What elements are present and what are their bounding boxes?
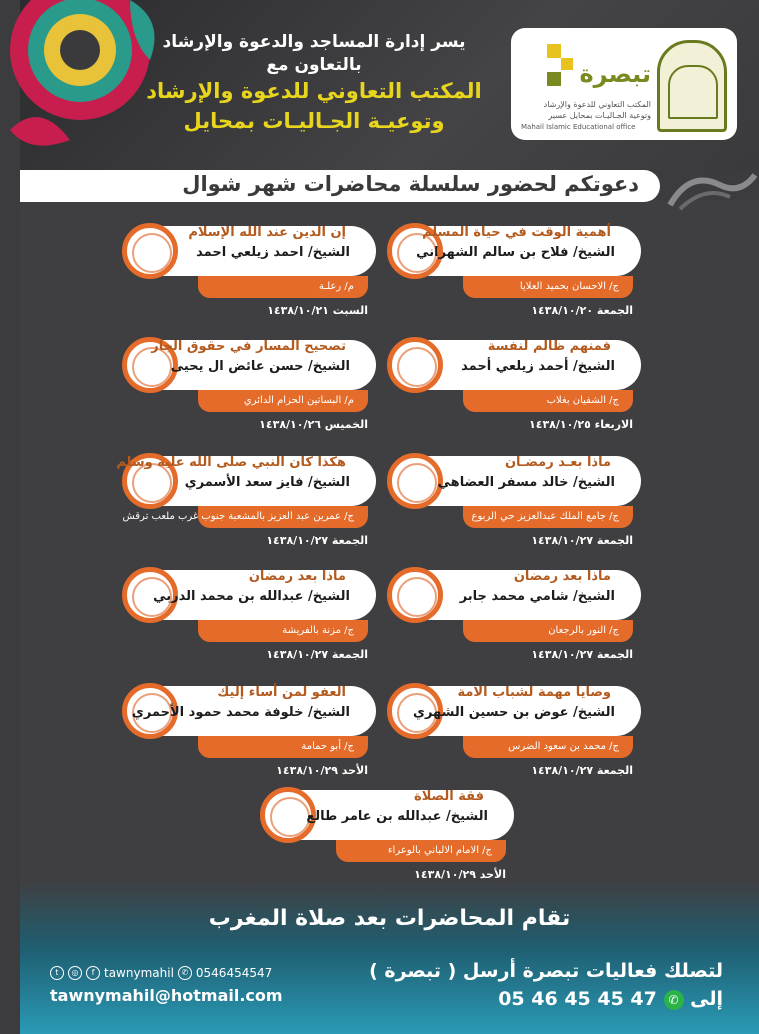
logo-sub-3: Mahail Islamic Educational office [521,123,636,131]
invite-banner-text: دعوتكم لحضور سلسلة محاضرات شهر شوال [182,172,639,196]
lecture-sheikh: الشيخ/ شامي محمد جابر [459,589,615,604]
lecture-date: الجمعة ١٤٣٨/١٠/٢٧ [266,648,368,661]
lecture-card [116,455,376,547]
lecture-location: ج/ الشفيان بغلاب [463,390,633,412]
lecture-topic: تصحيح المسار في حقوق الجار [151,339,346,354]
lecture-sheikh: الشيخ/ حسن عائض ال يحيى [170,359,350,374]
lecture-card [126,339,376,431]
logo-sub-1: المكتب التعاوني للدعوة والإرشاد [543,100,651,109]
to-label: إلى [690,988,723,1010]
lecture-location: ج/ أبو حمامة [198,736,368,758]
lecture-sheikh: الشيخ/ عبدالله بن محمد الدربي [153,589,350,604]
lecture-card [391,569,641,661]
lecture-circle-icon [387,337,443,393]
subscribe-number-line [369,988,723,1010]
lecture-topic: هكذا كان النبي صلى الله علية وسلم [116,455,346,470]
lecture-topic: ماذا بعـد رمضـان [504,455,611,470]
lecture-location: ج/ الامام الالباني بالوعراء [336,840,506,862]
whatsapp-icon: ✆ [664,990,684,1010]
lecture-date: السبت ١٤٣٨/١٠/٢١ [267,304,368,317]
lecture-circle-icon [387,453,443,509]
tabsira-logo [521,40,651,132]
lecture-sheikh: الشيخ/ خلوفة محمد حمود الأحمري [131,705,350,720]
subscribe-block [369,960,723,1010]
lecture-card [126,225,376,317]
header-line-2: بالتعاون مع [266,55,362,75]
contact-phone[interactable]: 0546454547 [195,966,273,980]
contact-block [50,966,283,1005]
lecture-circle-icon [387,567,443,623]
lecture-date: الجمعة ١٤٣٨/١٠/٢٧ [531,764,633,777]
header-line-1: يسر إدارة المساجد والدعوة والإرشاد [162,32,466,52]
logo-sub-2: وتوعية الجـاليـات بمحايل عسير [548,111,651,120]
subscribe-text: لتصلك فعاليات تبصرة أرسل ( تبصرة ) [369,960,723,982]
contact-email[interactable]: tawnymahil@hotmail.com [50,986,283,1005]
lecture-card [264,789,514,881]
lecture-sheikh: الشيخ/ فايز سعد الأسمري [184,475,350,490]
lecture-location: م/ رعلـة [198,276,368,298]
lecture-sheikh: الشيخ/ خالد مسفر العضاهي [437,475,615,490]
lecture-sheikh: الشيخ/ أحمد زيلعي أحمد [461,359,615,374]
lecture-time-note: تقام المحاضرات بعد صلاة المغرب [208,906,571,931]
ministry-emblem-icon [657,40,727,132]
lecture-date: الجمعة ١٤٣٨/١٠/٢٧ [266,534,368,547]
lecture-location: ج/ محمد بن سعود الضرس [463,736,633,758]
lecture-topic: أهمية الوقت في حياة المسلم [422,225,611,240]
lecture-topic: العفو لمن أساء إليك [217,685,346,700]
lecture-topic: إن الدين عند الله الإسلام [188,225,346,240]
lecture-topic: ماذا بعد رمضان [248,569,346,584]
header-text [134,30,494,136]
lecture-location: ج/ عمرين عبد العزيز بالمشعبة جنوب غرب ملعب ترقش [198,506,368,528]
lecture-card [391,339,641,431]
lecture-date: الجمعة ١٤٣٨/١٠/٢٧ [531,534,633,547]
lecture-location: ج/ مزنة بالفريشة [198,620,368,642]
lecture-location: ج/ الاحسان بحميد العلايا [463,276,633,298]
lecture-card [126,685,376,777]
lecture-sheikh: الشيخ/ عبدالله بن عامر طالع [306,809,488,824]
logo-box [511,28,737,140]
facebook-icon[interactable]: f [86,966,100,980]
lecture-date: الجمعة ١٤٣٨/١٠/٢٠ [531,304,633,317]
social-handle[interactable]: tawnymahil [104,966,174,980]
lecture-circle-icon [122,223,178,279]
lecture-date: الجمعة ١٤٣٨/١٠/٢٧ [531,648,633,661]
lecture-topic: فمنهم ظالم لنفسة [487,339,611,354]
banner-ornament-icon [660,165,759,210]
footer-background [20,880,759,1034]
lecture-card [391,455,641,547]
lecture-topic: ماذا بعد رمضان [513,569,611,584]
lecture-card [391,225,641,317]
lecture-date: الأحد ١٤٣٨/١٠/٢٩ [276,764,368,777]
whatsapp-small-icon: ✆ [178,966,192,980]
lecture-sheikh: الشيخ/ احمد زيلعي احمد [196,245,350,260]
lecture-date: الاربعاء ١٤٣٨/١٠/٢٥ [529,418,633,431]
lecture-date: الخميس ١٤٣٨/١٠/٢٦ [259,418,368,431]
lecture-sheikh: الشيخ/ فلاح بن سالم الشهراني [416,245,615,260]
lecture-date: الأحد ١٤٣٨/١٠/٢٩ [414,868,506,881]
instagram-icon[interactable]: ◎ [68,966,82,980]
lecture-topic: وصايا مهمة لشباب الامة [457,685,611,700]
lecture-location: ج/ النور بالرجعان [463,620,633,642]
lecture-sheikh: الشيخ/ عوض بن حسين الشهري [413,705,615,720]
header-line-3: المكتب التعاوني للدعوة والإرشاد [146,79,482,103]
lecture-card [126,569,376,661]
lecture-topic: فقة الصلاة [414,789,484,804]
lecture-card [391,685,641,777]
tabsira-mark-icon [545,44,575,88]
lecture-location: ج/ جامع الملك عبدالعزيز حي الربوع [463,506,633,528]
header-line-4: وتوعيـة الجـاليـات بمحايل [183,109,445,133]
logo-name: تبصرة [579,60,651,88]
lecture-location: م/ البساتين الحزام الدائري [198,390,368,412]
subscribe-phone[interactable]: 05 46 45 45 47 [498,988,657,1010]
twitter-icon[interactable]: t [50,966,64,980]
